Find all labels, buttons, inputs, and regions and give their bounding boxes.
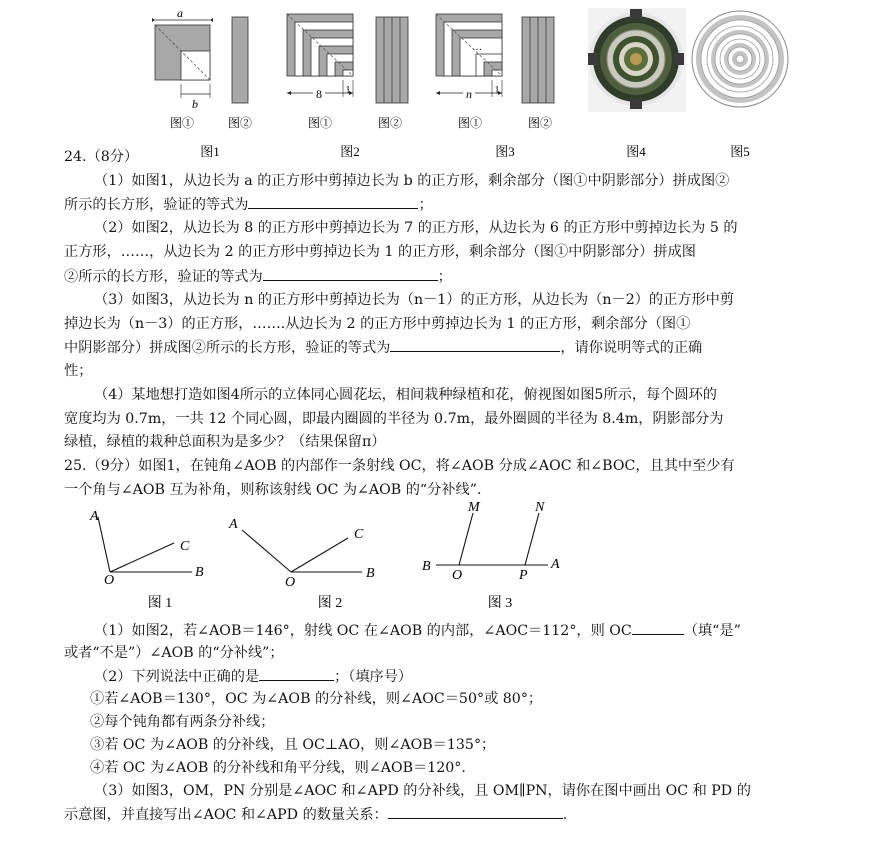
fig1-sub1: 图① [169,116,195,130]
fig1-sub2: 图② [227,116,253,130]
q25-fig1-B: B [195,565,204,580]
q25-heading-line2: 一个角与∠AOB 互为补角，则称该射线 OC 为∠AOB 的“分补线”. [64,482,482,498]
q25-fig3-P: P [519,568,528,583]
q25-option-3: ③若 OC 为∠AOB 的分补线，且 OC⊥AO，则∠AOB＝135°； [90,737,496,753]
q24-part3-answer-blank[interactable] [390,337,560,352]
q24-part2-line2: 正方形，……，从边长为 2 的正方形中剪掉边长为 1 的正方形，剩余部分（图①中阴影部分）拼成图 [64,244,696,260]
q25-part1-line2: 或者“不是”）∠AOB 的“分补线”； [64,645,284,661]
q24-part1-end: ； [418,197,433,213]
fig2-label-8: 8 [316,87,322,101]
q24-part2-line3 [64,266,452,287]
q25-fig1-C: C [180,539,190,554]
q24-part1-text: 所示的长方形，验证的等式为 [64,197,249,213]
q25-part3-line2 [64,804,567,825]
q25-heading-line1: 25.（9分）如图1，在钝角∠AOB 的内部作一条射线 OC，将∠AOB 分成∠AOC 和∠BOC，且其中至少有 [64,458,735,474]
q25-option-2: ②每个钝角都有两条分补线； [90,714,275,730]
q24-part1-line2 [64,194,433,215]
fig2-sub1: 图① [307,116,333,130]
q24-part3-end: ，请你说明等式的正确 [560,340,703,356]
q25-part3-text: 示意图，并直接写出∠AOC 和∠APD 的数量关系： [64,807,388,823]
q25-part1-end: （填“是” [683,623,741,639]
fig2-caption: 图2 [340,144,360,159]
q25-fig2-O: O [285,575,296,590]
q25-option-4: ④若 OC 为∠AOB 的分补线和角平分线，则∠AOB＝120°. [90,760,466,776]
q25-fig2-caption: 图 2 [317,596,343,611]
q24-part2-text: ②所示的长方形，验证的等式为 [64,269,263,285]
q24-part4-line2: 宽度均为 0.7m，一共 12 个同心圆，即最内圈圆的半径为 0.7m，最外圈圆的半径为 8.4m，阴影部分为 [64,411,724,427]
q24-heading: 24.（8分） [64,149,139,165]
fig3-label-1: 1 [494,85,500,96]
q25-fig2-A: A [229,517,238,532]
q25-fig2-B: B [366,566,375,581]
fig3-dots: … [472,42,482,53]
q25-part3-line1: （3）如图3，OM，PN 分别是∠AOC 和∠APD 的分补线，且 OM∥PN，请你在图中画出 OC 和 PD 的 [94,783,751,799]
q24-part3-line2: 掉边长为（n－3）的正方形，…….从边长为 2 的正方形中剪掉边长为 1 的正方形，剩余部分（图① [64,316,691,332]
fig3-caption: 图3 [495,144,515,159]
fig1-caption: 图1 [200,144,220,159]
q24-part3-line4: 性； [64,363,93,379]
q24-part1-line1: （1）如图1，从边长为 a 的正方形中剪掉边长为 b 的正方形，剩余部分（图①中阴影部分）拼成图② [94,173,730,189]
q25-part2-heading [94,666,412,687]
q24-part4-line1: （4）某地想打造如图4所示的立体同心圆花坛，相间栽种绿植和花，俯视图如图5所示，每个圆环的 [94,387,717,403]
fig2-label-1: 1 [345,85,351,96]
q25-part1-text: （1）如图2，若∠AOB＝146°，射线 OC 在∠AOB 的内部，∠AOC＝112°，则 OC [94,623,632,639]
q25-part2-answer-blank[interactable] [259,666,334,681]
q24-part3-text: 中阴影部分）拼成图②所示的长方形，验证的等式为 [64,340,391,356]
q25-fig2-C: C [354,527,364,542]
q25-fig3-O: O [452,568,463,583]
q24-part2-line1: （2）如图2，从边长为 8 的正方形中剪掉边长为 7 的正方形，从边长为 6 的正方形中剪掉边长为 5 的 [94,220,738,236]
q24-part3-line1: （3）如图3，从边长为 n 的正方形中剪掉边长为（n－1）的正方形，从边长为（n－2）的正方形中剪 [94,292,735,308]
q25-fig1-O: O [104,573,115,588]
q25-fig3-N: N [535,500,545,515]
q25-part3-answer-blank[interactable] [388,804,563,819]
fig3-sub2: 图② [527,116,553,130]
q25-part2-end: ；（填序号） [334,669,413,685]
q24-part4-line3: 绿植，绿植的栽种总面积为是多少？（结果保留π） [64,434,386,450]
q24-part2-end: ； [437,269,452,285]
fig5-caption: 图5 [730,144,750,159]
fig1-label-b: b [192,97,198,111]
q24-part1-answer-blank[interactable] [248,194,418,209]
q25-fig1-caption: 图 1 [147,596,173,611]
q25-fig3-B: B [422,559,431,574]
q25-fig3-M: M [468,500,480,515]
q25-part3-end: . [562,807,568,823]
fig2-sub2: 图② [377,116,403,130]
q25-part1-line1 [94,620,741,641]
fig1-label-a: a [177,6,183,20]
q25-fig3-caption: 图 3 [487,596,513,611]
q25-part2-text: （2）下列说法中正确的是 [94,669,260,685]
q25-part1-answer-blank[interactable] [632,620,684,635]
fig4-caption: 图4 [626,144,646,159]
q24-part3-line3 [64,337,702,358]
fig3-sub1: 图① [457,116,483,130]
q24-part2-answer-blank[interactable] [263,266,438,281]
q25-fig3-A: A [551,557,560,572]
q25-fig1-A: A [90,509,99,524]
q25-option-1: ①若∠AOB＝130°，OC 为∠AOB 的分补线，则∠AOC＝50°或 80°； [90,691,543,707]
fig3-label-n: n [466,87,472,101]
